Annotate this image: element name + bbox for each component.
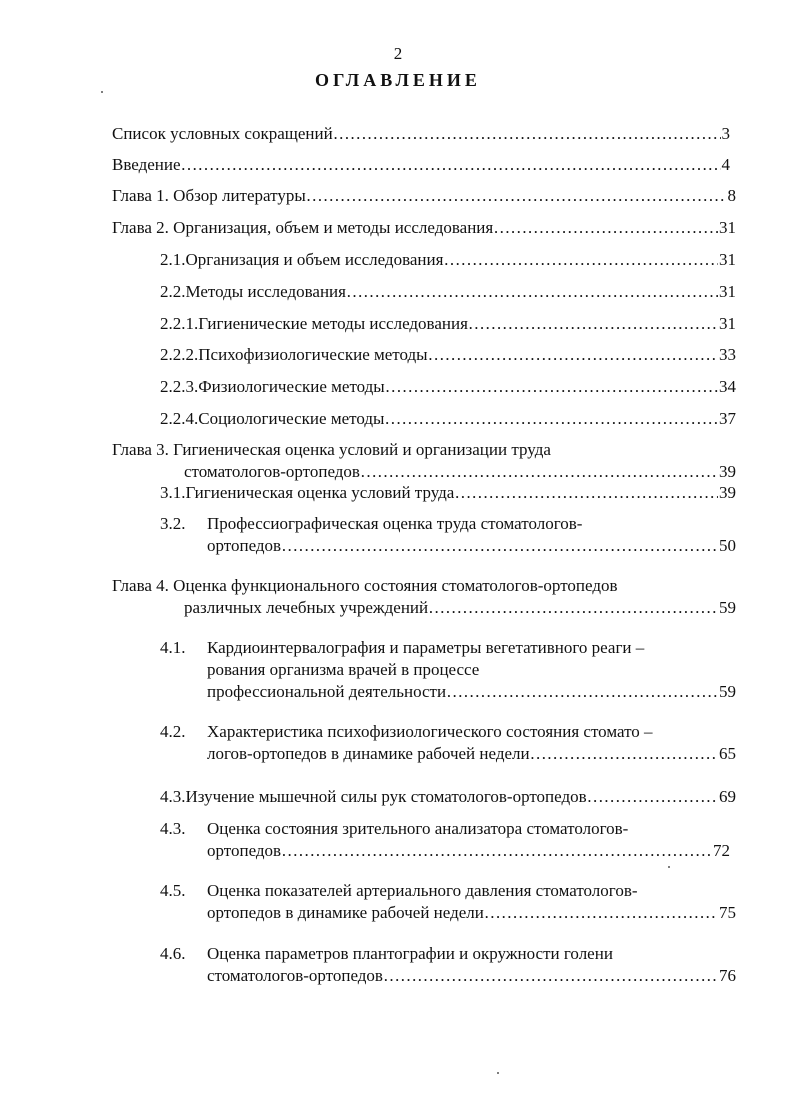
toc-section-number: 4.1. [160,638,186,657]
toc-entry-3-2-line1[interactable] [160,513,736,535]
toc-entry-text: Глава 3. Гигиеническая оценка условий и организации труда [112,440,551,459]
toc-page-number: 8 [727,186,736,205]
toc-entry-chapter-3-line1[interactable] [112,439,732,461]
page-title: ОГЛАВЛЕНИЕ [315,70,481,90]
toc-section-number: 3.1. [160,483,186,502]
toc-entry-text: Организация и объем исследования [185,250,444,269]
leader-dots [346,281,718,303]
toc-page-number: 59 [719,682,736,701]
toc-entry-2-2-4[interactable] [160,408,736,430]
toc-entry-text: стоматологов-ортопедов [184,462,360,481]
leader-dots [443,249,718,271]
toc-entry-text: логов-ортопедов в динамике рабочей недели [207,744,530,763]
leader-dots [484,902,718,924]
leader-dots [360,461,718,483]
toc-entry-text: ортопедов в динамике рабочей недели [207,903,484,922]
toc-entry-text: Физиологические методы [198,377,385,396]
toc-section-number: 3.2. [160,514,186,533]
toc-page-number: 59 [719,598,736,617]
toc-section-number: 2.2.3. [160,377,199,396]
toc-section-number: 4.3. [160,819,186,838]
toc-entry-2-2-2[interactable] [160,344,736,366]
toc-section-number: 4.2. [160,722,186,741]
toc-entry-text: Введение [112,155,181,174]
toc-page-number: 37 [719,409,736,428]
toc-entry-text: Характеристика психофизиологического состояния стомато – [207,722,653,741]
leader-dots [306,185,727,207]
toc-entry-4-5-line2[interactable] [207,902,736,924]
toc-entry-text: ортопедов [207,841,282,860]
toc-entry-4-1-line2[interactable] [207,659,736,681]
toc-entry-2-2-3[interactable] [160,376,736,398]
toc-page-number: 75 [719,903,736,922]
toc-entry-4-5-line1[interactable] [160,880,736,902]
scan-speck [668,866,670,868]
toc-entry-introduction[interactable] [112,154,730,176]
toc-entry-text: Психофизиологические методы [198,345,428,364]
toc-page-number: 31 [719,250,736,269]
toc-entry-4-3-muscle[interactable] [160,786,736,808]
toc-entry-text: Глава 4. Оценка функционального состояния стоматологов-ортопедов [112,576,618,595]
toc-entry-text: профессиональной деятельности [207,682,447,701]
toc-entry-4-6-line1[interactable] [160,943,736,965]
toc-entry-text: Гигиенические методы исследования [198,314,468,333]
leader-dots [454,482,718,504]
toc-section-number: 4.5. [160,881,186,900]
toc-entry-chapter-4-line1[interactable] [112,575,736,597]
toc-entry-3-1[interactable] [160,482,736,504]
toc-entry-text: Изучение мышечной силы рук стоматологов-ортопедов [185,787,587,806]
toc-entry-text: Глава 2. Организация, объем и методы исследования [112,218,494,237]
toc-entry-text: Социологические методы [198,409,385,428]
toc-page-number: 31 [719,282,736,301]
toc-section-number: 2.2.1. [160,314,199,333]
toc-entry-text: Список условных сокращений [112,124,333,143]
leader-dots [428,344,718,366]
toc-section-number: 4.6. [160,944,186,963]
toc-entry-4-6-line2[interactable] [207,965,736,987]
toc-page-number: 69 [719,787,736,806]
leader-dots [493,217,718,239]
toc-entry-text: Глава 1. Обзор литературы [112,186,306,205]
toc-section-number: 4.3. [160,787,186,806]
toc-entry-4-2-line1[interactable] [160,721,736,743]
toc-entry-chapter-2[interactable] [112,217,736,239]
leader-dots [385,376,718,398]
toc-page-number: 3 [721,124,730,143]
leader-dots [281,535,718,557]
toc-entry-abbreviations[interactable] [112,123,730,145]
toc-page-number: 72 [713,841,730,860]
toc-entry-3-2-line2[interactable] [207,535,736,557]
toc-entry-4-2-line2[interactable] [207,743,736,765]
toc-page-number: 4 [721,155,730,174]
leader-dots [281,840,712,862]
toc-page-number: 34 [719,377,736,396]
toc-section-number: 2.1. [160,250,186,269]
toc-entry-text: Гигиеническая оценка условий труда [185,483,455,502]
leader-dots [587,786,718,808]
toc-section-number: 2.2.2. [160,345,199,364]
leader-dots [530,743,718,765]
toc-entry-text: Профессиографическая оценка труда стоматологов- [207,514,583,533]
toc-page-number: 65 [719,744,736,763]
toc-entry-text: стоматологов-ортопедов [207,966,383,985]
toc-entry-text: Оценка параметров плантографии и окружности голени [207,944,613,963]
toc-page-number: 33 [719,345,736,364]
toc-entry-chapter-4-line2[interactable] [184,597,736,619]
toc-entry-text: Методы исследования [185,282,346,301]
toc-page-number: 76 [719,966,736,985]
toc-entry-4-1-line1[interactable] [160,637,736,659]
toc-page-number: 31 [719,218,736,237]
toc-entry-2-2[interactable] [160,281,736,303]
leader-dots [383,965,718,987]
leader-dots [428,597,718,619]
toc-entry-2-2-1[interactable] [160,313,736,335]
toc-page-number: 31 [719,314,736,333]
leader-dots [446,681,718,703]
toc-entry-chapter-3-line2[interactable] [184,461,736,483]
toc-page-number: 39 [719,483,736,502]
scan-speck [497,1072,499,1074]
toc-section-number: 2.2.4. [160,409,199,428]
scan-speck [101,91,103,93]
toc-entry-text: Кардиоинтервалография и параметры вегетативного реаги – [207,638,645,657]
toc-entry-text: Оценка показателей артериального давления стоматологов- [207,881,638,900]
toc-entry-text: различных лечебных учреждений [184,598,429,617]
leader-dots [333,123,721,145]
page-number: 2 [393,44,403,63]
toc-section-number: 2.2. [160,282,186,301]
toc-entry-4-3-vision-line2[interactable] [207,840,730,862]
leader-dots [468,313,718,335]
toc-page-number: 39 [719,462,736,481]
toc-entry-text: рования организма врачей в процессе [207,660,480,679]
toc-page-number: 50 [719,536,736,555]
toc-entry-4-1-line3[interactable] [207,681,736,703]
toc-entry-4-3-vision-line1[interactable] [160,818,736,840]
leader-dots [181,154,721,176]
toc-entry-text: Оценка состояния зрительного анализатора стоматологов- [207,819,629,838]
toc-entry-chapter-1[interactable] [112,185,736,207]
toc-entry-text: ортопедов [207,536,282,555]
toc-entry-2-1[interactable] [160,249,736,271]
leader-dots [384,408,718,430]
